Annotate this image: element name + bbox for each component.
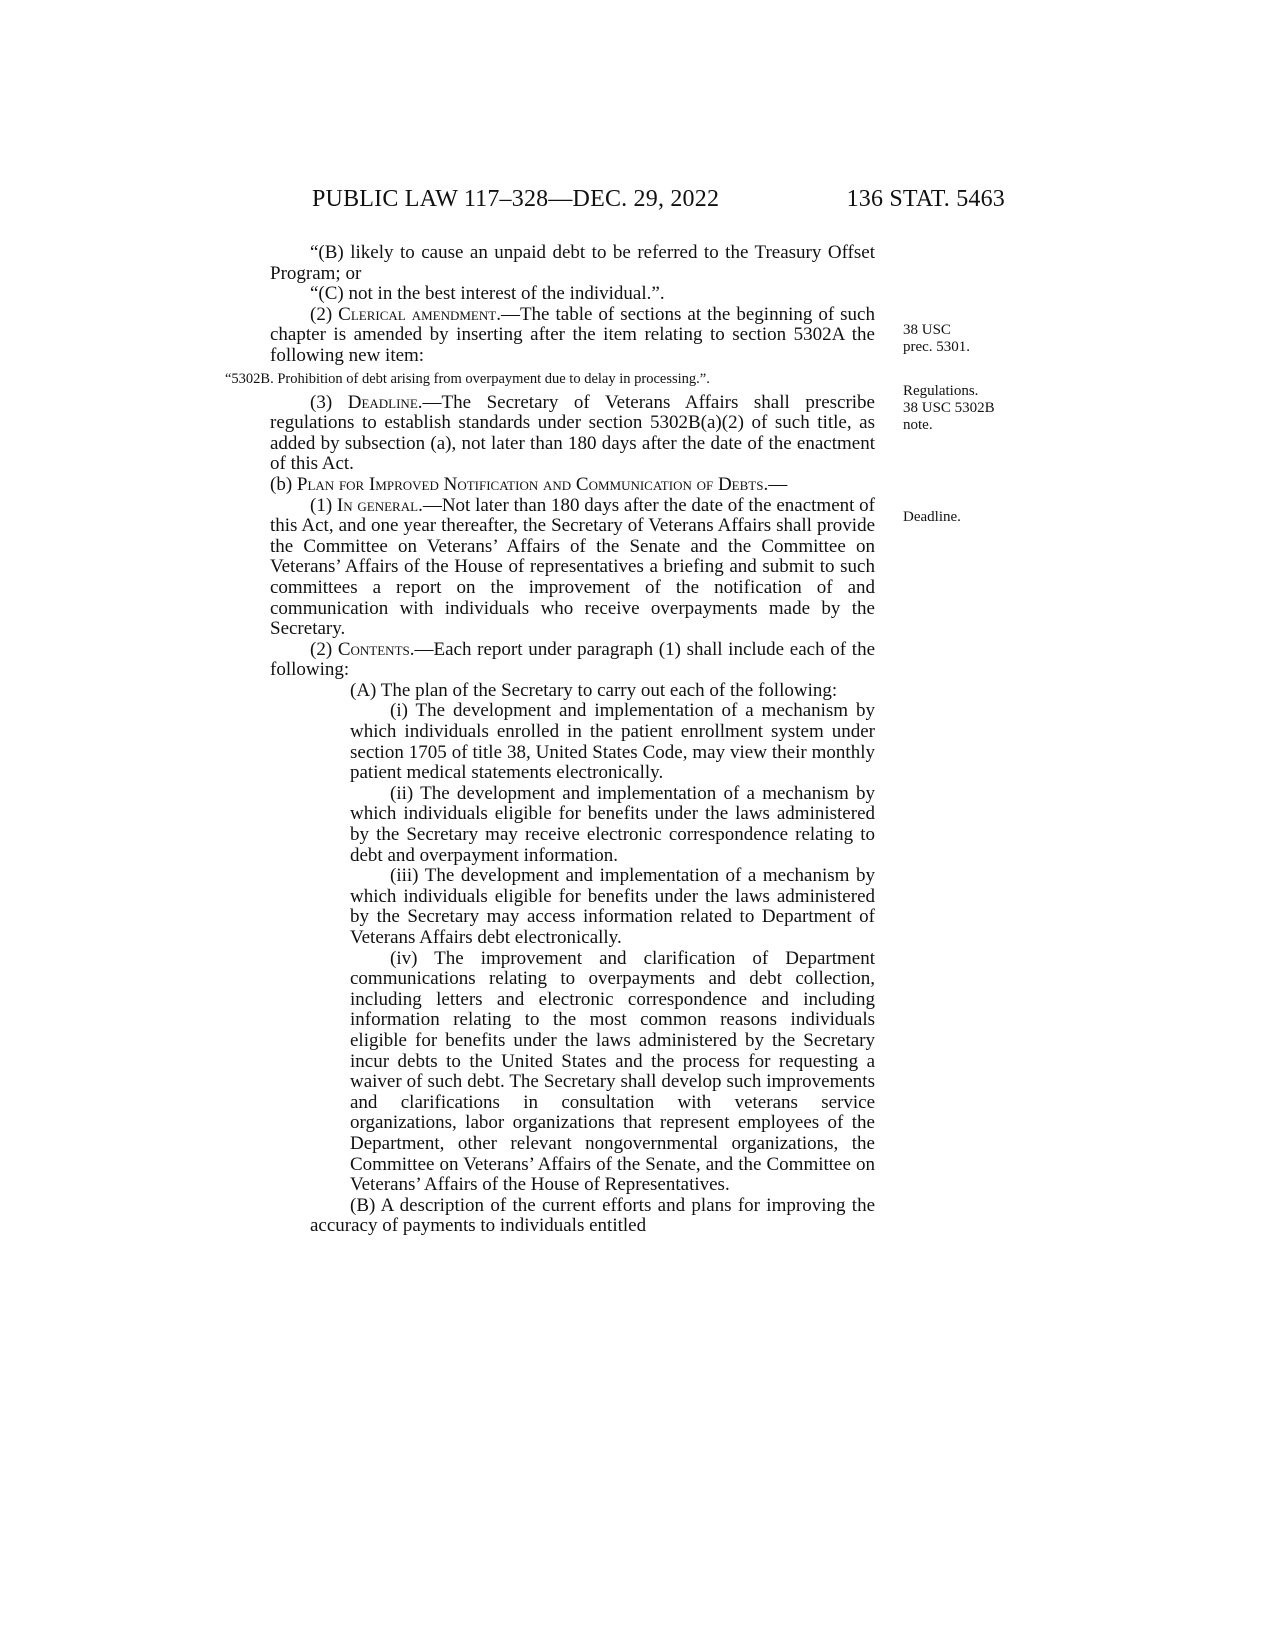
paragraph-1-in-general: (1) In general.—Not later than 180 days after the date of the enactment of this Act, and one year thereafter, the Secretary of Veterans Affairs shall provide the Committee on Veterans’ Affairs of the Senate and the Committee on Veterans’ Affairs of the House of representatives a briefing and submit to such committees a report on the improvement of the notification of and communication with individuals who receive overpayments made by the Secretary. bbox=[270, 494, 876, 640]
clause-ii: (ii) The development and implementation of a mechanism by which individuals eligible for benefits under the laws administered by the Secretary may receive electronic correspondence relating to debt and overpayment information. bbox=[350, 782, 875, 866]
paragraph-2-clerical-amendment: (2) Clerical amendment.—The table of sections at the beginning of such chapter is amended by inserting after the item relating to section 5302A the following new item: bbox=[270, 303, 875, 366]
paragraph-heading: Deadline bbox=[347, 391, 418, 413]
paragraph-heading: Contents bbox=[337, 638, 410, 660]
new-table-item: “5302B. Prohibition of debt arising from overpayment due to delay in processing.”. bbox=[225, 370, 710, 387]
paragraph-3-deadline: (3) Deadline.—The Secretary of Veterans Affairs shall prescribe regulations to establish standards under section 5302B(a)(2) of such title, as added by subsection (a), not later than 180 days after the date of the enactment of this Act. bbox=[270, 391, 875, 475]
paragraph-2-contents: (2) Contents.—Each report under paragraph (1) shall include each of the following: bbox=[270, 638, 875, 681]
clause-b: “(B) likely to cause an unpaid debt to be referred to the Treasury Offset Program; or bbox=[270, 242, 875, 284]
clause-iii: (iii) The development and implementation of a mechanism by which individuals eligible for benefits under the laws administered by the Secretary may access information related to Department of Veterans Affairs debt electronically. bbox=[350, 865, 875, 948]
statute-body bbox=[225, 242, 876, 1237]
subparagraph-a: (A) The plan of the Secretary to carry out each of the following: bbox=[350, 679, 838, 701]
margin-note-deadline: Deadline. bbox=[903, 509, 961, 525]
subparagraph-b: (B) A description of the current efforts and plans for improving the accuracy of payments to individuals entitled bbox=[310, 1194, 875, 1237]
paragraph-heading: Clerical amendment bbox=[338, 303, 497, 325]
paragraph-heading: In general bbox=[336, 494, 419, 516]
clause-c: “(C) not in the best interest of the individual.”. bbox=[310, 283, 665, 305]
margin-note-regulations: Regulations. 38 USC 5302B note. bbox=[903, 383, 995, 433]
clause-i: (i) The development and implementation of a mechanism by which individuals enrolled in the patient enrollment system under section 1705 of title 38, United States Code, may view their monthly patient medical statements electronically. bbox=[350, 700, 875, 784]
running-title: PUBLIC LAW 117–328—DEC. 29, 2022 bbox=[312, 186, 720, 212]
subsection-b-heading: (b) Plan for Improved Notification and Communication of Debts.— bbox=[270, 473, 788, 495]
margin-note-usc-prec: 38 USC prec. 5301. bbox=[903, 322, 971, 355]
statute-page-number: 136 STAT. 5463 bbox=[846, 186, 1005, 212]
page-header bbox=[0, 186, 1275, 216]
clause-iv: (iv) The improvement and clarification of Department communications relating to overpayments and debt collection, including letters and electronic correspondence and including information relating to the most common reasons individuals eligible for benefits under the laws administered by the Secretary incur debts to the United States and the process for requesting a waiver of such debt. The Secretary shall develop such improvements and clarifications in consultation with veterans service organizations, labor organizations that represent employees of the Department, other relevant nongovernmental organizations, the Committee on Veterans’ Affairs of the Senate, and the Committee on Veterans’ Affairs of the House of Representatives. bbox=[350, 947, 875, 1196]
